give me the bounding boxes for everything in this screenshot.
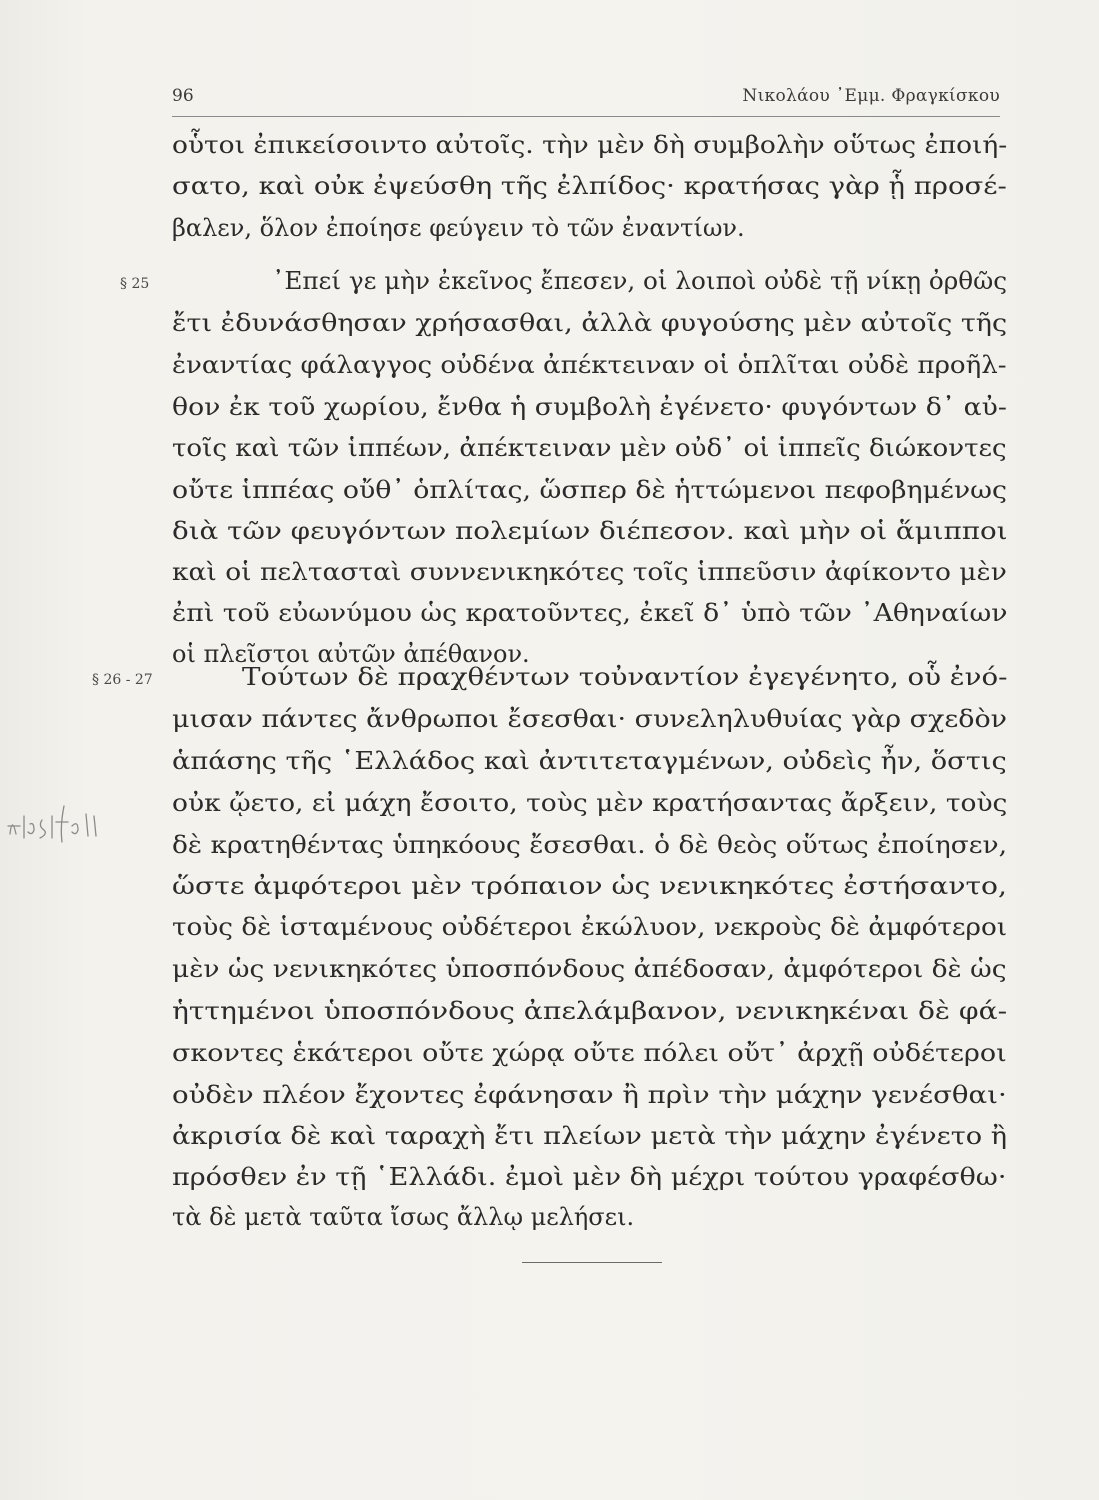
text-line: καὶ οἱ πελτασταὶ συννενικηκότες τοῖς ἱππεῦσιν ἀφίκοντο μὲν — [172, 558, 1007, 586]
text-line: ἐναντίας φάλαγγος οὐδένα ἀπέκτειναν οἱ ὁπλῖται οὐδὲ προῆλ- — [172, 351, 1007, 379]
margin-section-26-27: § 26 - 27 — [92, 672, 153, 688]
text-line: οἱ πλεῖστοι αὐτῶν ἀπέθανον. — [172, 640, 530, 668]
text-line: ἁπάσης τῆς ῾Ελλάδος καὶ ἀντιτεταγμένων, οὐδεὶς ἦν, ὅστις — [172, 747, 1007, 775]
text-line: οὐδὲν πλέον ἔχοντες ἐφάνησαν ἢ πρὶν τὴν μάχην γενέσθαι· — [172, 1081, 1007, 1109]
text-line: ἔτι ἐδυνάσθησαν χρήσασθαι, ἀλλὰ φυγούσης μὲν αὐτοῖς τῆς — [172, 309, 1008, 337]
text-line: σατο, καὶ οὐκ ἐψεύσθη τῆς ἐλπίδος· κρατήσας γὰρ ᾗ προσέ- — [172, 172, 1007, 200]
text-line: τοῖς καὶ τῶν ἱππέων, ἀπέκτειναν μὲν οὐδ᾿ οἱ ἱππεῖς διώκοντες — [172, 434, 1007, 462]
text-line: τὰ δὲ μετὰ ταῦτα ἴσως ἄλλῳ μελήσει. — [172, 1203, 635, 1231]
text-line: τοὺς δὲ ἱσταμένους οὐδέτεροι ἐκώλυον, νεκροὺς δὲ ἀμφότεροι — [172, 913, 1008, 941]
running-head: Νικολάου ᾿Εμμ. Φραγκίσκου — [742, 86, 1000, 106]
page-header — [172, 86, 1000, 114]
header-rule — [172, 116, 1000, 117]
text-line: ἡττημένοι ὑποσπόνδους ἀπελάμβανον, νενικηκέναι δὲ φά- — [172, 997, 1008, 1025]
text-line: οὗτοι ἐπικείσοιντο αὐτοῖς. τὴν μὲν δὴ συμβολὴν οὕτως ἐποιή- — [172, 131, 1008, 159]
text-line: ἀκρισία δὲ καὶ ταραχὴ ἔτι πλείων μετὰ τὴν μάχην ἐγένετο ἢ — [172, 1122, 1008, 1150]
text-line: βαλεν, ὅλον ἐποίησε φεύγειν τὸ τῶν ἐναντίων. — [172, 214, 745, 242]
text-line: δὲ κρατηθέντας ὑπηκόους ἔσεσθαι. ὁ δὲ θεὸς οὕτως ἐποίησεν, — [172, 831, 1007, 859]
margin-section-25: § 25 — [120, 276, 150, 292]
text-line: μισαν πάντες ἄνθρωποι ἔσεσθαι· συνεληλυθυίας γὰρ σχεδὸν — [172, 705, 1008, 733]
text-line: οὐκ ᾤετο, εἰ μάχη ἔσοιτο, τοὺς μὲν κρατήσαντας ἄρξειν, τοὺς — [172, 789, 1008, 817]
text-line: θον ἐκ τοῦ χωρίου, ἔνθα ἡ συμβολὴ ἐγένετο· φυγόντων δ᾿ αὐ- — [172, 393, 1007, 421]
text-line: οὔτε ἱππέας οὔθ᾿ ὁπλίτας, ὥσπερ δὲ ἡττώμενοι πεφοβημένως — [172, 476, 1008, 504]
text-line: Τούτων δὲ πραχθέντων τοὐναντίον ἐγεγένητο, οὗ ἐνό- — [242, 663, 1008, 691]
text-line: σκοντες ἑκάτεροι οὔτε χώρᾳ οὔτε πόλει οὔτ᾿ ἀρχῇ οὐδέτεροι — [172, 1039, 1007, 1067]
text-line: ὥστε ἀμφότεροι μὲν τρόπαιον ὡς νενικηκότες ἐστήσαντο, — [172, 872, 1007, 900]
end-rule — [522, 1262, 662, 1263]
text-line: μὲν ὡς νενικηκότες ὑποσπόνδους ἀπέδοσαν, ἀμφότεροι δὲ ὡς — [172, 955, 1007, 983]
text-line: πρόσθεν ἐν τῇ ῾Ελλάδι. ἐμοὶ μὲν δὴ μέχρι τούτου γραφέσθω· — [172, 1163, 1007, 1191]
page-number: 96 — [172, 86, 194, 106]
text-line: ᾿Επεί γε μὴν ἐκεῖνος ἔπεσεν, οἱ λοιποὶ οὐδὲ τῇ νίκῃ ὀρθῶς — [272, 267, 1008, 295]
handwritten-margin-scribble — [2, 786, 152, 856]
text-line: ἐπὶ τοῦ εὐωνύμου ὡς κρατοῦντες, ἐκεῖ δ᾿ ὑπὸ τῶν ᾿Αθηναίων — [172, 599, 1008, 627]
text-line: διὰ τῶν φευγόντων πολεμίων διέπεσον. καὶ μὴν οἱ ἅμιπποι — [172, 517, 1008, 545]
